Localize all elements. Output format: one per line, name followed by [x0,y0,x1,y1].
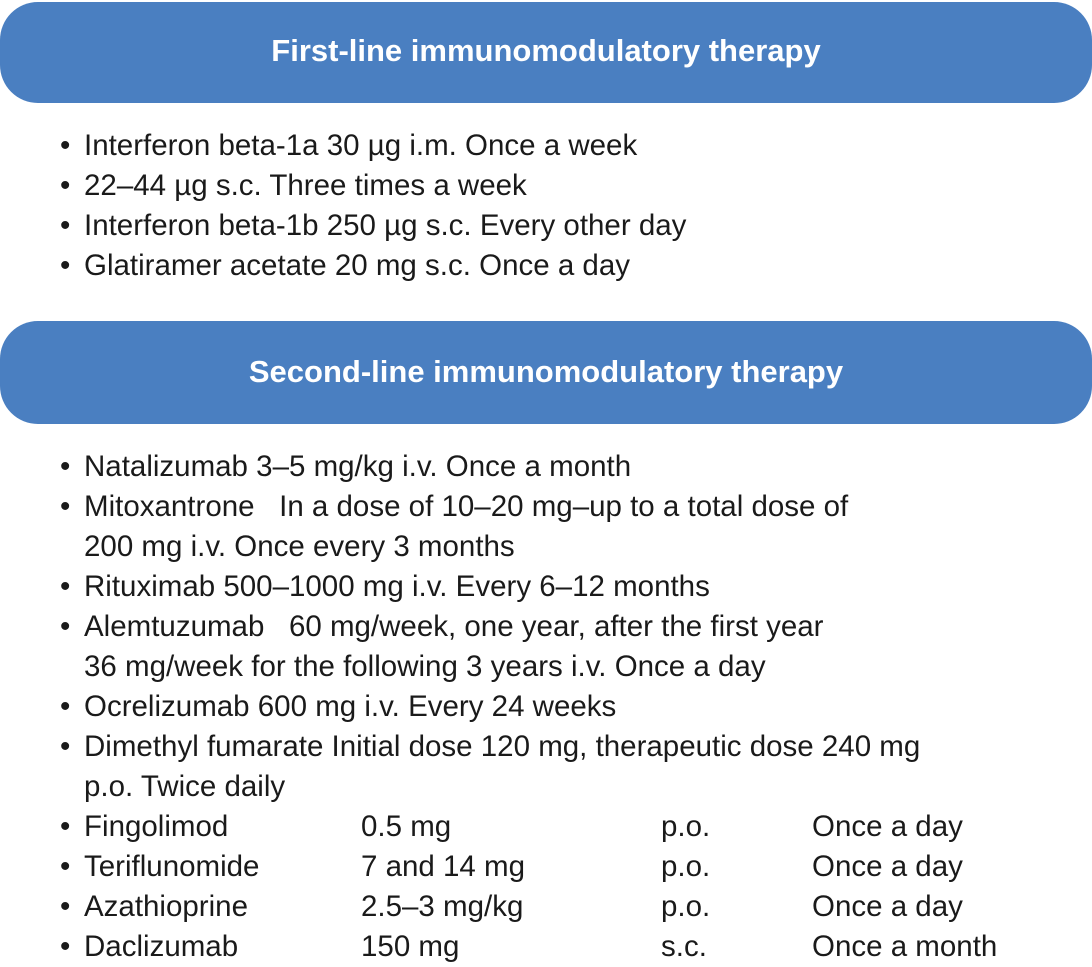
drug-name: Azathioprine [84,890,248,923]
bullet-icon: • [60,610,71,643]
drug-name: Fingolimod [84,810,229,843]
drug-frequency: Once a day [812,890,963,923]
drug-route: s.c. [661,930,707,963]
drug-name: Daclizumab [84,930,239,963]
second-line-header [0,321,1092,424]
second-line-header-title: Second-line immunomodulatory therapy [248,354,844,389]
first-line-header-title: First-line immunomodulatory therapy [271,33,821,68]
drug-frequency: Once a day [812,850,963,883]
list-item [60,487,920,567]
list-item-text: Interferon beta-1b 250 µg s.c. Every other day [84,209,687,242]
list-item-text-continued: 36 mg/week for the following 3 years i.v. Once a day [84,650,766,683]
list-item-text: Glatiramer acetate 20 mg s.c. Once a day [84,249,630,282]
bullet-icon: • [60,249,71,282]
table-row [60,927,998,967]
drug-dose: 7 and 14 mg [361,850,526,883]
list-item [60,246,686,286]
bullet-icon: • [60,850,71,883]
list-item-text: Natalizumab 3–5 mg/kg i.v. Once a month [84,450,632,483]
bullet-icon: • [60,570,71,603]
bullet-icon: • [60,730,71,763]
list-item [60,166,686,206]
drug-route: p.o. [661,890,711,923]
list-item-text: Alemtuzumab 60 mg/week, one year, after the first year [84,610,824,643]
drug-dose: 2.5–3 mg/kg [361,890,524,923]
list-item [60,687,920,727]
list-item [60,607,920,687]
bullet-icon: • [60,930,71,963]
table-row [60,887,963,927]
list-item [60,126,686,166]
bullet-icon: • [60,209,71,242]
second-line-list [60,447,998,967]
table-row [60,847,963,887]
list-item-text-continued: 200 mg i.v. Once every 3 months [84,530,515,563]
list-item-text: Interferon beta-1a 30 µg i.m. Once a week [84,129,638,162]
drug-dose: 0.5 mg [361,810,452,843]
bullet-icon: • [60,490,71,523]
list-item-text: Rituximab 500–1000 mg i.v. Every 6–12 months [84,570,710,603]
list-item-text: Dimethyl fumarate Initial dose 120 mg, therapeutic dose 240 mg [84,730,921,763]
bullet-icon: • [60,810,71,843]
list-item-text: Ocrelizumab 600 mg i.v. Every 24 weeks [84,690,617,723]
list-item [60,567,920,607]
list-item-text: 22–44 µg s.c. Three times a week [84,169,527,202]
bullet-icon: • [60,450,71,483]
list-item-text: Mitoxantrone In a dose of 10–20 mg–up to a total dose of [84,490,849,523]
drug-dose: 150 mg [361,930,460,963]
first-line-list [60,126,686,286]
bullet-icon: • [60,890,71,923]
drug-frequency: Once a month [812,930,998,963]
list-item [60,206,686,246]
drug-frequency: Once a day [812,810,963,843]
drug-name: Teriflunomide [84,850,260,883]
table-row [60,807,963,847]
bullet-icon: • [60,169,71,202]
list-item [60,447,920,487]
first-line-header [0,2,1092,103]
drug-route: p.o. [661,850,711,883]
list-item [60,727,920,807]
drug-route: p.o. [661,810,711,843]
list-item-text-continued: p.o. Twice daily [84,770,286,803]
bullet-icon: • [60,129,71,162]
bullet-icon: • [60,690,71,723]
